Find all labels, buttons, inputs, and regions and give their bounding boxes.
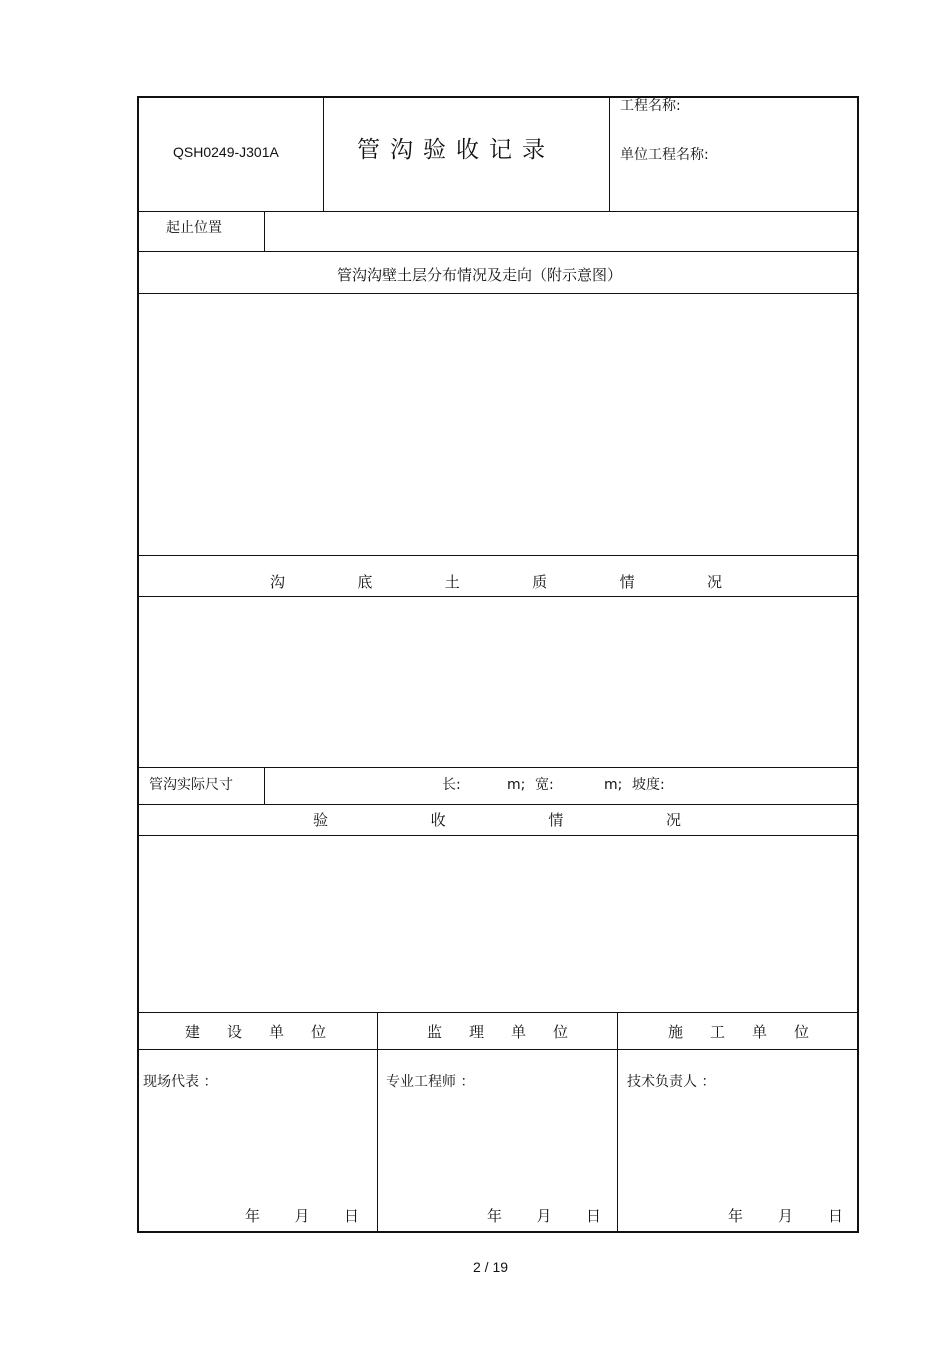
column-divider <box>617 1012 618 1232</box>
title-char: 土 <box>444 573 460 591</box>
professional-engineer-label: 专业工程师 ： <box>386 1074 475 1090</box>
day-label: 日 <box>585 1207 601 1225</box>
title-char: 况 <box>706 573 722 591</box>
title-char: 情 <box>619 573 635 591</box>
wall-soil-sketch-area[interactable] <box>139 295 857 554</box>
project-name-label: 工程名称: <box>620 98 681 114</box>
title-char: 监 <box>427 1023 443 1041</box>
row-divider <box>138 596 858 597</box>
title-char: 情 <box>548 811 564 829</box>
month-label: 月 <box>294 1207 310 1225</box>
bottom-soil-section-title <box>270 575 722 590</box>
title-char: 理 <box>468 1023 484 1041</box>
row-divider <box>138 211 858 212</box>
form-title: 管沟验收记录 <box>357 137 555 163</box>
title-char: 底 <box>357 573 373 591</box>
length-label: 长: <box>442 777 461 793</box>
column-divider <box>609 97 610 211</box>
year-label: 年 <box>245 1207 261 1225</box>
wall-soil-section-title: 管沟沟壁土层分布情况及走向（附示意图） <box>337 266 623 284</box>
slope-label: 坡度: <box>632 777 665 793</box>
title-char: 验 <box>313 811 329 829</box>
form-code: QSH0249-J301A <box>173 144 279 160</box>
year-label: 年 <box>487 1207 503 1225</box>
contractor-unit-title <box>668 1025 809 1040</box>
page-number: 2 / 19 <box>473 1259 509 1275</box>
title-char: 沟 <box>270 573 286 591</box>
row-divider <box>138 555 858 556</box>
row-divider <box>138 1012 858 1013</box>
construction-unit-title <box>185 1025 326 1040</box>
width-label: 宽: <box>535 777 554 793</box>
title-char: 收 <box>430 811 446 829</box>
row-divider <box>138 835 858 836</box>
site-representative-label: 现场代表 ： <box>143 1074 218 1090</box>
title-char: 施 <box>668 1023 684 1041</box>
signature-date <box>245 1209 359 1224</box>
day-label: 日 <box>343 1207 359 1225</box>
technical-lead-label: 技术负责人 ： <box>627 1074 716 1090</box>
title-char: 位 <box>552 1023 568 1041</box>
acceptance-section-title <box>313 813 681 828</box>
title-char: 位 <box>310 1023 326 1041</box>
title-char: 位 <box>793 1023 809 1041</box>
title-char: 单 <box>268 1023 284 1041</box>
row-divider <box>138 293 858 294</box>
row-divider <box>138 251 858 252</box>
column-divider <box>264 211 265 251</box>
row-divider <box>138 1049 858 1050</box>
signature-date <box>728 1209 843 1224</box>
acceptance-description-area[interactable] <box>139 837 857 1011</box>
width-unit: m; <box>604 777 623 793</box>
title-char: 建 <box>185 1023 201 1041</box>
start-end-position-label: 起止位置 <box>166 220 222 236</box>
column-divider <box>264 767 265 804</box>
signature-date <box>487 1209 601 1224</box>
title-char: 质 <box>532 573 548 591</box>
title-char: 况 <box>665 811 681 829</box>
unit-project-name-label: 单位工程名称: <box>620 147 709 163</box>
month-label: 月 <box>777 1207 793 1225</box>
day-label: 日 <box>827 1207 843 1225</box>
title-char: 单 <box>510 1023 526 1041</box>
length-unit: m; <box>507 777 526 793</box>
column-divider <box>377 1012 378 1232</box>
bottom-soil-description-area[interactable] <box>139 598 857 766</box>
start-end-position-field[interactable] <box>266 213 857 250</box>
supervision-unit-title <box>427 1025 568 1040</box>
column-divider <box>323 97 324 211</box>
month-label: 月 <box>536 1207 552 1225</box>
row-divider <box>138 767 858 768</box>
year-label: 年 <box>728 1207 744 1225</box>
row-divider <box>138 804 858 805</box>
title-char: 单 <box>751 1023 767 1041</box>
title-char: 设 <box>226 1023 242 1041</box>
title-char: 工 <box>709 1023 725 1041</box>
actual-size-label: 管沟实际尺寸 <box>149 777 233 793</box>
